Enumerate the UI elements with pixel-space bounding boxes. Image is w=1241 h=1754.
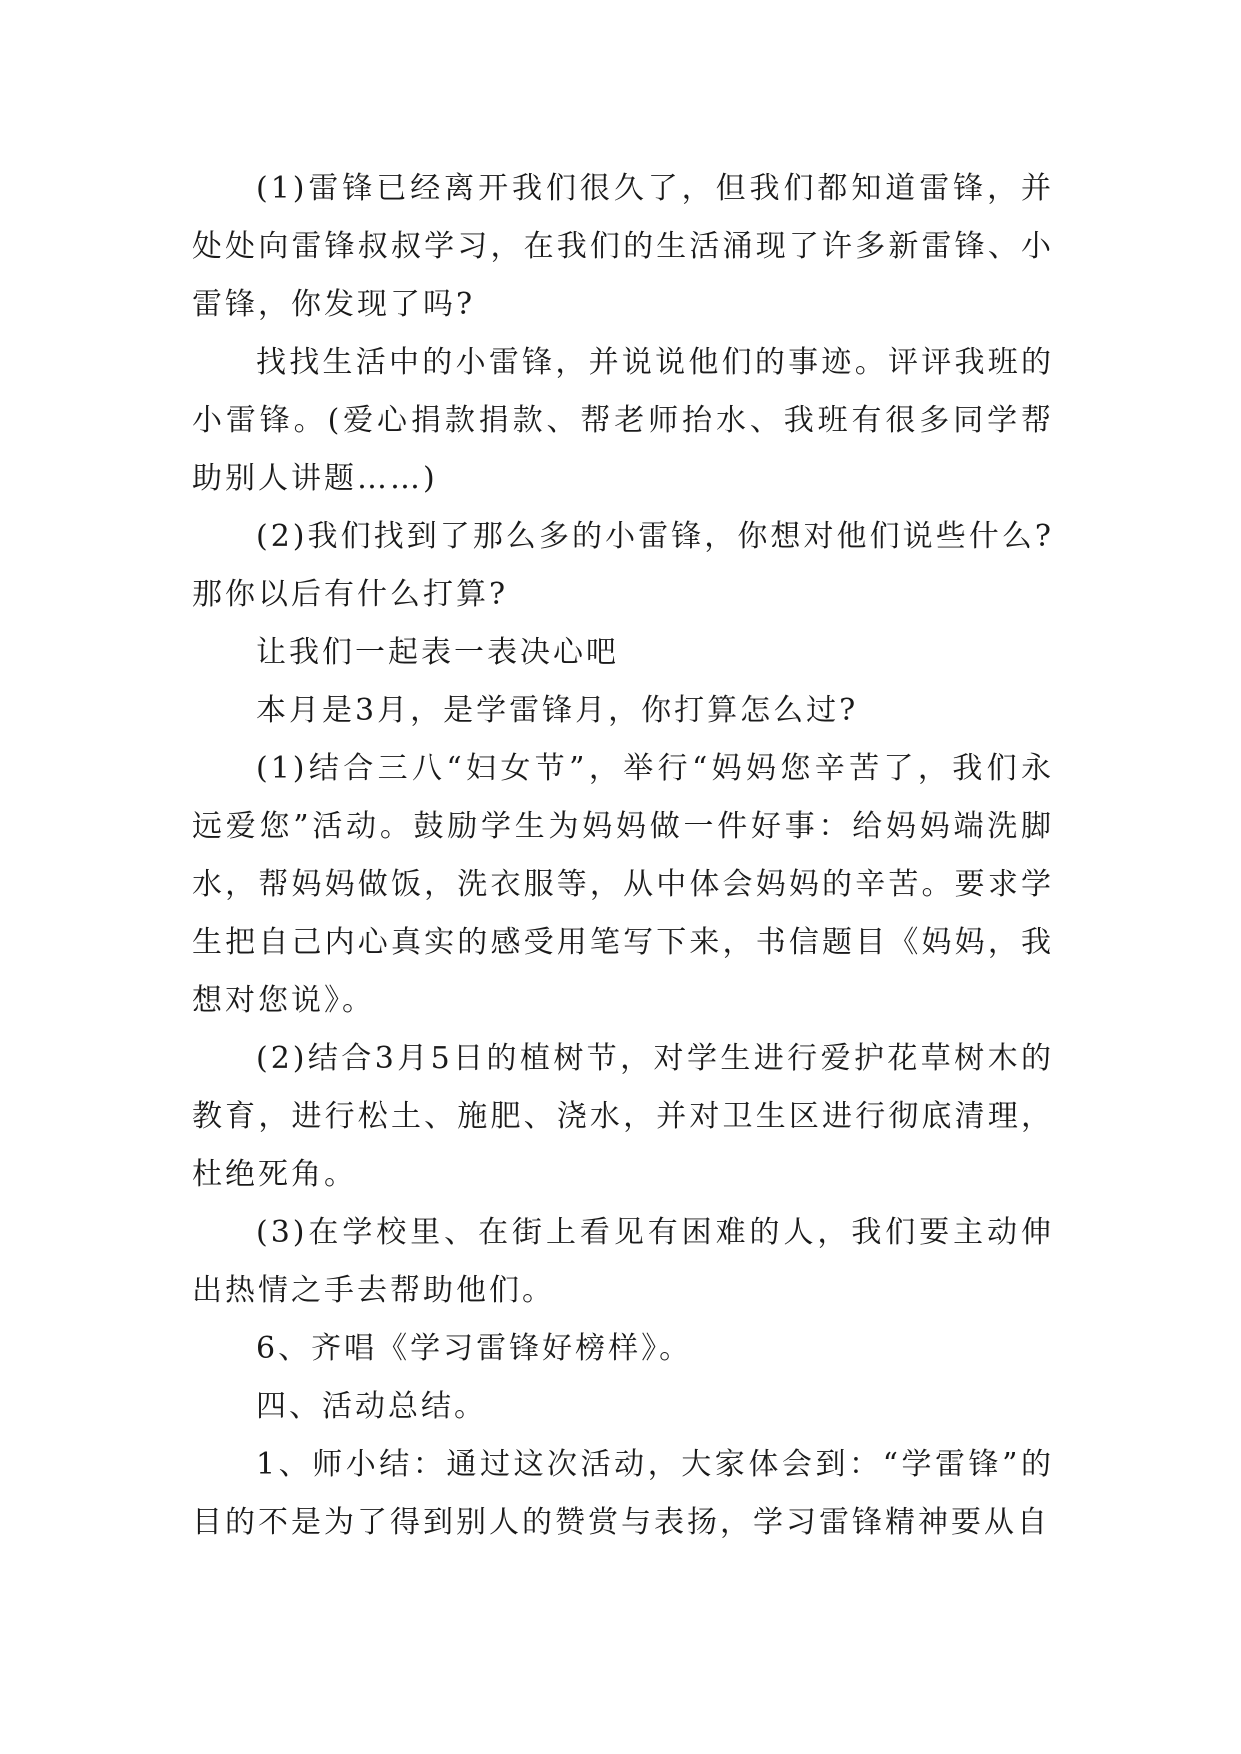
paragraph-7: (2)结合3月5日的植树节，对学生进行爱护花草树木的教育，进行松土、施肥、浇水，并对卫生区进行彻底清理，杜绝死角。 <box>192 1041 1054 1192</box>
paragraph-9: 6、齐唱《学习雷锋好榜样》。 <box>256 1331 693 1366</box>
paragraph-10: 四、活动总结。 <box>256 1389 487 1424</box>
document-page <box>192 160 1054 1552</box>
paragraph-3: (2)我们找到了那么多的小雷锋，你想对他们说些什么?那你以后有什么打算? <box>192 519 1054 612</box>
paragraph-4: 让我们一起表一表决心吧 <box>256 635 619 670</box>
paragraph-2: 找找生活中的小雷锋，并说说他们的事迹。评评我班的小雷锋。(爱心捐款捐款、帮老师抬水、我班有很多同学帮助别人讲题……) <box>192 345 1054 496</box>
paragraph-6: (1)结合三八“妇女节”，举行“妈妈您辛苦了，我们永远爱您”活动。鼓励学生为妈妈做一件好事：给妈妈端洗脚水，帮妈妈做饭，洗衣服等，从中体会妈妈的辛苦。要求学生把自己内心真实的感受用笔写下来，书信题目《妈妈，我想对您说》。 <box>192 751 1054 1018</box>
paragraph-5: 本月是3月，是学雷锋月，你打算怎么过? <box>256 693 859 728</box>
paragraph-11: 1、师小结：通过这次活动，大家体会到：“学雷锋”的目的不是为了得到别人的赞赏与表扬，学习雷锋精神要从自 <box>192 1447 1054 1540</box>
paragraph-1: (1)雷锋已经离开我们很久了，但我们都知道雷锋，并处处向雷锋叔叔学习，在我们的生活涌现了许多新雷锋、小雷锋，你发现了吗? <box>192 171 1054 322</box>
paragraph-8: (3)在学校里、在街上看见有困难的人，我们要主动伸出热情之手去帮助他们。 <box>192 1215 1054 1308</box>
